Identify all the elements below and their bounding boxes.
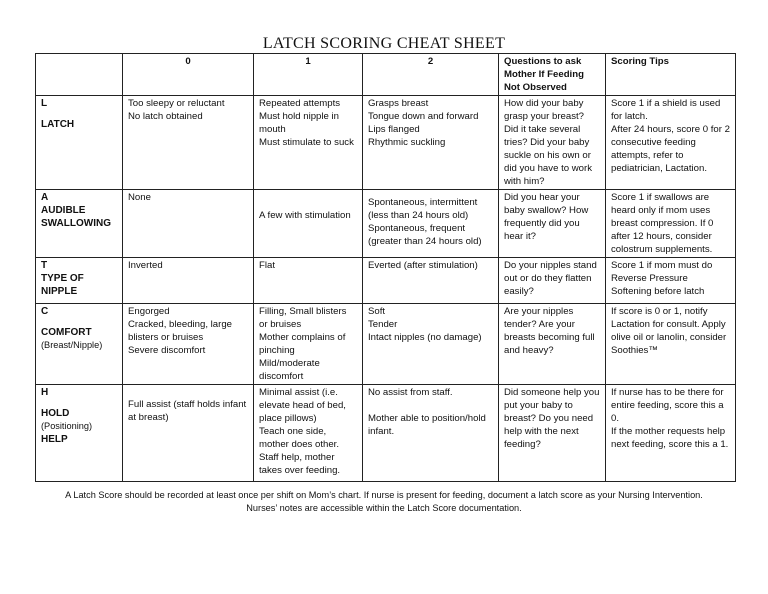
category-letter: C	[41, 306, 49, 317]
score-line: Filling, Small blisters or bruises	[259, 306, 347, 330]
question-cell: Did you hear your baby swallow? How frequently did you hear it?	[499, 190, 606, 258]
tip-line: Score 1 if mom must do Reverse Pressure Softening before latch	[611, 260, 713, 297]
score-1-cell	[254, 190, 363, 258]
score-line: Engorged	[128, 306, 170, 317]
score-line: Lips flanged	[368, 124, 420, 135]
category-subtitle: (Positioning)	[41, 421, 93, 431]
table-row	[36, 190, 736, 258]
category-letter: H	[41, 387, 49, 398]
score-line: No latch obtained	[128, 111, 203, 122]
score-line: Flat	[259, 260, 275, 271]
header-row	[36, 54, 736, 96]
footer-note	[0, 489, 768, 515]
question-cell: Do your nipples stand out or do they flatten easily?	[499, 258, 606, 304]
question-cell: Are your nipples tender? Are your breasts becoming full and heavy?	[499, 304, 606, 385]
score-line	[368, 399, 493, 412]
score-line: Must stimulate to suck	[259, 137, 354, 148]
tip-line: After 24 hours, score 0 for 2 consecutive feeding attempts, refer to pediatrician, Lactation.	[611, 124, 730, 174]
score-1-cell	[254, 258, 363, 304]
category-name: SWALLOWING	[41, 218, 111, 229]
header-score-0: 0	[123, 54, 254, 96]
score-line: Cracked, bleeding, large blisters or bruises	[128, 319, 232, 343]
score-line: Mother able to position/hold infant.	[368, 413, 486, 437]
score-2-cell	[363, 304, 499, 385]
question-cell: How did your baby grasp your breast? Did it take several tries? Did your baby suckle on his own or did you have to work with him?	[499, 96, 606, 190]
category-cell	[36, 190, 123, 258]
score-line: Tender	[368, 319, 398, 330]
score-1-cell	[254, 96, 363, 190]
score-0-cell	[123, 304, 254, 385]
latch-scoring-table	[35, 53, 736, 482]
header-questions: Questions to ask Mother If Feeding Not Observed	[499, 54, 606, 96]
table-row	[36, 385, 736, 482]
score-line: Spontaneous, intermittent (less than 24 hours old)	[368, 197, 478, 221]
score-line: Rhythmic suckling	[368, 137, 446, 148]
score-line: None	[128, 192, 151, 203]
scoring-tip-cell	[606, 258, 736, 304]
category-cell	[36, 304, 123, 385]
score-line: Mild/moderate discomfort	[259, 358, 320, 382]
tip-line: If the mother requests help next feeding, score this a 1.	[611, 426, 729, 450]
score-0-cell	[123, 96, 254, 190]
table-row	[36, 96, 736, 190]
score-line: No assist from staff.	[368, 387, 453, 398]
score-1-cell	[254, 385, 363, 482]
category-letter: T	[41, 260, 48, 271]
tip-line: If nurse has to be there for entire feeding, score this a 0.	[611, 387, 724, 424]
category-cell	[36, 385, 123, 482]
category-name: COMFORT	[41, 327, 92, 338]
category-cell	[36, 258, 123, 304]
score-line: Too sleepy or reluctant	[128, 98, 225, 109]
score-line: Mother complains of pinching	[259, 332, 346, 356]
question-cell: Did someone help you put your baby to breast? Do you need help with the next feeding?	[499, 385, 606, 482]
score-2-cell	[363, 258, 499, 304]
score-line: Must hold nipple in mouth	[259, 111, 339, 135]
score-line: Everted (after stimulation)	[368, 260, 478, 271]
header-scoring-tips: Scoring Tips	[606, 54, 736, 96]
table-row	[36, 304, 736, 385]
category-name: NIPPLE	[41, 286, 78, 297]
score-line: Minimal assist (i.e. elevate head of bed, place pillows)	[259, 387, 346, 424]
score-line: Soft	[368, 306, 386, 317]
score-line: Severe discomfort	[128, 345, 206, 356]
score-0-cell	[123, 385, 254, 482]
header-category	[36, 54, 123, 96]
category-name: TYPE OF	[41, 273, 84, 284]
score-line: Inverted	[128, 260, 163, 271]
score-line: Repeated attempts	[259, 98, 341, 109]
score-0-cell	[123, 258, 254, 304]
scoring-tip-cell	[606, 304, 736, 385]
category-name: HELP	[41, 434, 68, 445]
score-line: Intact nipples (no damage)	[368, 332, 482, 343]
score-1-cell	[254, 304, 363, 385]
footer-line-1: A Latch Score should be recorded at least once per shift on Mom’s chart. If nurse is present for feeding, document a latch score as your Nursing Intervention.	[65, 490, 703, 500]
tip-line: Score 1 if swallows are heard only if mom uses breast compression. If 0 after 12 hours, consider colostrum supplements.	[611, 192, 714, 255]
category-name: AUDIBLE	[41, 205, 86, 216]
category-cell	[36, 96, 123, 190]
category-name: LATCH	[41, 119, 75, 130]
tip-line: Score 1 if a shield is used for latch.	[611, 98, 721, 122]
tip-line: If score is 0 or 1, notify Lactation for consult. Apply olive oil or lanolin, consider Soothies™	[611, 306, 727, 356]
score-line: Full assist (staff holds infant at breast)	[128, 399, 247, 423]
scoring-tip-cell	[606, 96, 736, 190]
table-row	[36, 258, 736, 304]
score-2-cell	[363, 190, 499, 258]
footer-line-2: Nurses’ notes are accessible within the Latch Score documentation.	[246, 503, 522, 513]
category-letter: L	[41, 98, 48, 109]
category-subtitle: (Breast/Nipple)	[41, 340, 103, 350]
score-line: Tongue down and forward	[368, 111, 479, 122]
header-score-2: 2	[363, 54, 499, 96]
score-line: Spontaneous, frequent (greater than 24 hours old)	[368, 223, 482, 247]
scoring-tip-cell	[606, 190, 736, 258]
score-line: A few with stimulation	[259, 210, 351, 221]
score-line: Staff help, mother takes over feeding.	[259, 452, 341, 476]
score-line: Teach one side, mother does other.	[259, 426, 339, 450]
scoring-tip-cell	[606, 385, 736, 482]
score-2-cell	[363, 385, 499, 482]
category-letter: A	[41, 192, 49, 203]
category-name: HOLD	[41, 408, 70, 419]
page-title: LATCH SCORING CHEAT SHEET	[262, 35, 506, 52]
header-score-1: 1	[254, 54, 363, 96]
score-0-cell	[123, 190, 254, 258]
score-line: Grasps breast	[368, 98, 429, 109]
score-2-cell	[363, 96, 499, 190]
